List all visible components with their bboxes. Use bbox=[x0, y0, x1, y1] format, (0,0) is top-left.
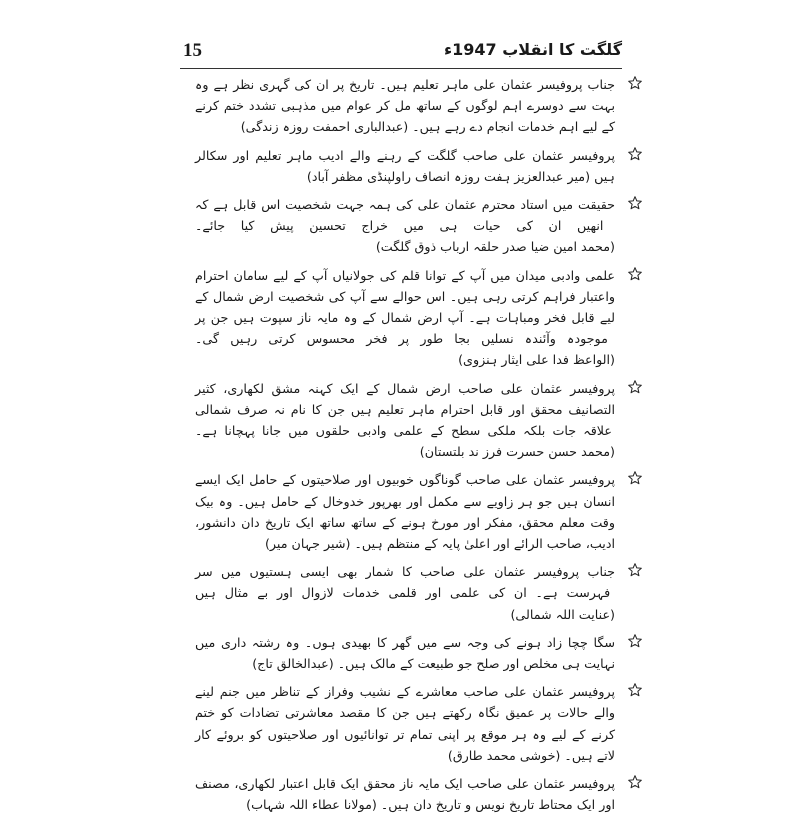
testimonial-attribution: (عبدالباری احمفت روزہ زندگی) bbox=[240, 119, 409, 135]
testimonial-attribution: (محمد امین ضیا صدر حلقہ ارباب ذوق گلگت) bbox=[375, 239, 615, 255]
star-bullet-icon bbox=[627, 379, 643, 395]
star-bullet-icon bbox=[627, 146, 643, 162]
testimonial-item bbox=[195, 378, 615, 463]
testimonial-item bbox=[195, 145, 615, 187]
star-bullet-icon bbox=[627, 266, 643, 282]
page-number: 15 bbox=[183, 40, 202, 61]
testimonial-text: جناب پروفیسر عثمان علی صاحب کا شمار بھی ایسی ہستیوں میں سر فہرست ہے۔ ان کی علمی اور قلمی خدمات لازوال اور بے مثال ہیں bbox=[195, 564, 615, 601]
testimonial-attribution: (میر عبدالعزیز ہفت روزہ انصاف راولپنڈی مظفر آباد) bbox=[306, 168, 591, 184]
testimonial-attribution: (شیر جہان میر) bbox=[264, 536, 351, 552]
testimonial-item bbox=[195, 561, 615, 625]
testimonial-text: جناب پروفیسر عثمان علی ماہر تعلیم ہیں۔ تاریخ پر ان کی گہری نظر ہے وہ بہت سے دوسرے اہم لوگوں کے ساتھ مل کر عوام میں مذہبی تشدد ختم کرنے کے لیے اہم خدمات انجام دے رہے ہیں۔ bbox=[195, 77, 615, 135]
testimonial-attribution: (الواعظ فدا علی ایثار ہنزوی) bbox=[458, 352, 615, 368]
running-header: گلگت کا انقلاب 1947ء bbox=[443, 40, 622, 59]
testimonial-item bbox=[195, 265, 615, 371]
star-bullet-icon bbox=[627, 470, 643, 486]
star-bullet-icon bbox=[627, 774, 643, 790]
star-bullet-icon bbox=[627, 633, 643, 649]
testimonial-text: پروفیسر عثمان علی صاحب گلگت کے رہنے والے ادیب ماہر تعلیم اور سکالر ہیں bbox=[195, 147, 615, 184]
testimonial-text: پروفیسر عثمان علی صاحب ارض شمال کے ایک کہنہ مشق لکھاری، کثیر التصانیف محقق اور قابل احترام ماہر تعلیم ہیں جن کا نام نہ صرف شمالی علاقہ جات بلکہ ملکی سطح کے علمی وادبی حلقوں میں جانا پہچانا ہے۔ bbox=[195, 380, 615, 439]
testimonial-text: حقیقت میں استاد محترم عثمان علی کی ہمہ جہت شخصیت اس قابل ہے کہ انھیں ان کی حیات ہی میں خراج تحسین پیش کیا جائے۔ bbox=[195, 197, 615, 234]
header-rule bbox=[180, 68, 622, 69]
testimonial-item bbox=[195, 773, 615, 815]
testimonial-attribution: (عبدالخالق تاج) bbox=[252, 656, 334, 672]
testimonial-text: پروفیسر عثمان علی صاحب معاشرے کے نشیب وفراز کے تناظر میں جنم لینے والے حالات پر عمیق نگاہ رکھتے ہیں جن کا مقصد معاشرتی تضادات کو ختم کرنے کے لیے وہ ہر موقع پر اپنی تمام تر توانائیوں اور صلاحیتوں کو بروئے کار لاتے ہیں۔ bbox=[195, 684, 615, 763]
testimonial-list bbox=[195, 74, 615, 823]
testimonial-item bbox=[195, 469, 615, 554]
star-bullet-icon bbox=[627, 195, 643, 211]
star-bullet-icon bbox=[627, 682, 643, 698]
testimonial-attribution: (عنایت اللہ شمالی) bbox=[510, 606, 615, 622]
testimonial-text: علمی وادبی میدان میں آپ کے توانا قلم کی جولانیاں آپ کے لیے سامان احترام واعتبار فراہم کرتی رہی ہیں۔ اس حوالے سے آپ کی شخصیت ارض شمال کے لیے قابل فخر ومباہات ہے۔ آپ ارض شمال کے وہ مایہ ناز سپوت ہیں جن پر موجودہ وآئندہ نسلیں بجا طور پر فخر محسوس کرتی رہیں گی۔ bbox=[195, 267, 615, 347]
star-bullet-icon bbox=[627, 75, 643, 91]
testimonial-text: پروفیسر عثمان علی صاحب ایک مایہ ناز محقق ایک قابل اعتبار لکھاری، مصنف اور ایک محتاط تاریخ نویس و تاریخ دان ہیں۔ bbox=[195, 776, 615, 813]
testimonial-attribution: (خوشی محمد طارق) bbox=[447, 747, 561, 763]
star-bullet-icon bbox=[627, 562, 643, 578]
testimonial-item bbox=[195, 681, 615, 766]
testimonial-attribution: (محمد حسن حسرت فرز ند بلتستان) bbox=[419, 444, 615, 460]
testimonial-attribution: (مولانا عطاء اللہ شہاب) bbox=[246, 797, 377, 813]
testimonial-text: سگا چچا زاد ہونے کی وجہ سے میں گھر کا بھیدی ہوں۔ وہ رشتہ داری میں نہایت ہی مخلص اور صلح جو طبیعت کے مالک ہیں۔ bbox=[195, 634, 615, 672]
testimonial-text: پروفیسر عثمان علی صاحب گوناگوں خوبیوں اور صلاحیتوں کے حامل ایک ایسے انسان ہیں جو ہر زاویے سے مکمل اور بھرپور خدوخال کے حامل ہیں۔ وہ بیک وقت معلم محقق، مفکر اور مورخ ہونے کے ساتھ ساتھ ایک تاریخ دان دانشور، ادیب، صاحب الرائے اور اعلیٰ پایہ کے منتظم ہیں۔ bbox=[195, 472, 615, 552]
testimonial-item bbox=[195, 632, 615, 674]
testimonial-item bbox=[195, 74, 615, 138]
testimonial-item bbox=[195, 194, 615, 258]
